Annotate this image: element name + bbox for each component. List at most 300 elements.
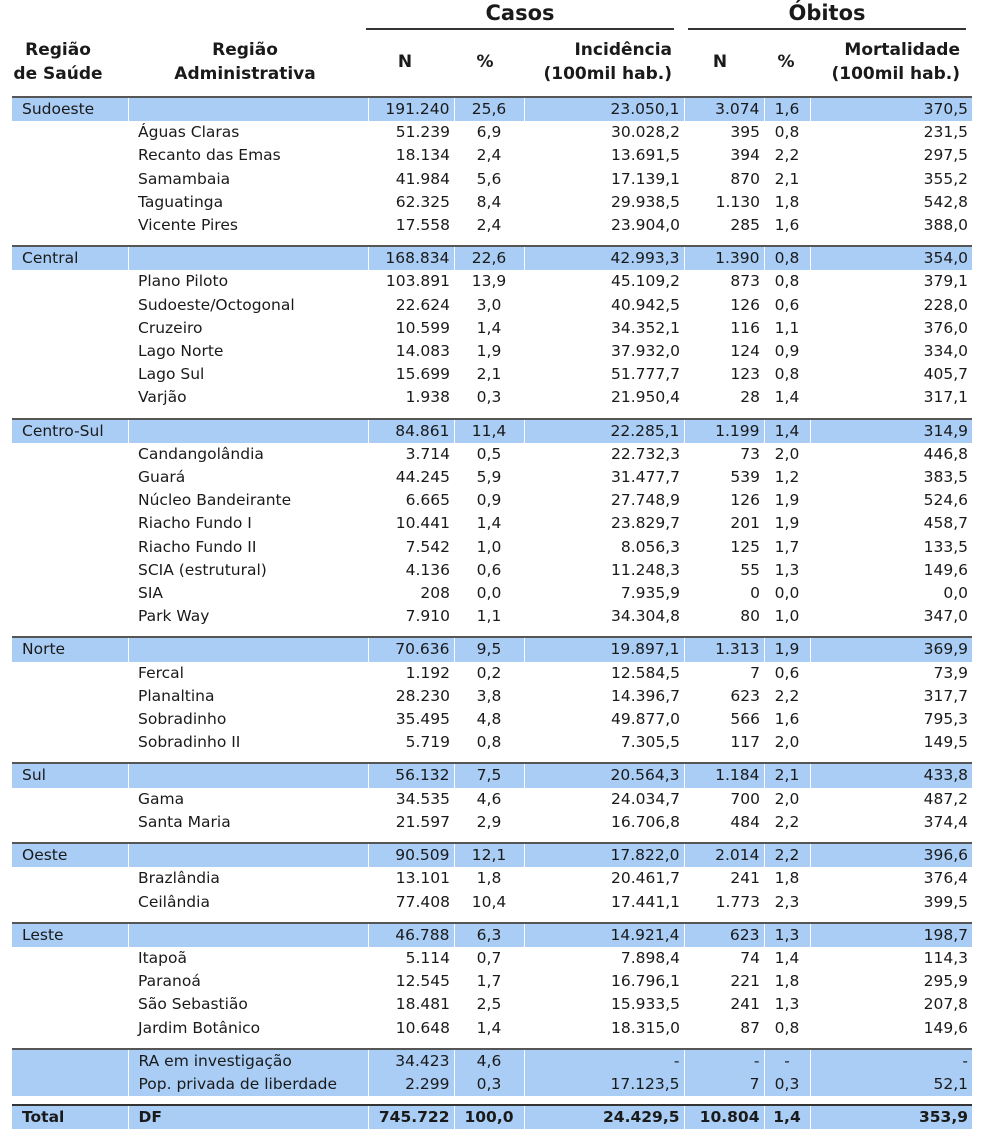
row-region-empty — [12, 386, 128, 409]
group-gap — [12, 628, 972, 637]
row-incidencia: 16.796,1 — [610, 972, 680, 991]
row-mortalidade: 149,6 — [923, 1018, 968, 1037]
region-mortalidade: 354,0 — [810, 246, 972, 270]
ra-name: Santa Maria — [138, 812, 231, 831]
region-casos-n: 168.834 — [368, 246, 454, 270]
row-casos-n: 51.239 — [395, 123, 450, 142]
row-mortalidade: 355,2 — [923, 169, 968, 188]
row-obitos-n: 7 — [750, 663, 760, 682]
row-obitos-pct: 0,8 — [774, 272, 800, 291]
region-casos-n: 70.636 — [368, 637, 454, 661]
row-obitos-pct: 1,0 — [774, 607, 800, 626]
row-casos-pct: 0,9 — [476, 491, 502, 510]
total-row — [12, 1105, 972, 1129]
region-name: Central — [12, 246, 128, 270]
region-name: Sul — [12, 763, 128, 787]
row-casos-pct: 1,7 — [476, 972, 502, 991]
row-obitos-pct: 1,4 — [774, 948, 800, 967]
col-header-casos-n: N — [397, 52, 413, 72]
region-mortalidade: 314,9 — [810, 419, 972, 443]
region-name: Centro-Sul — [12, 419, 128, 443]
region-casos-n: 56.132 — [368, 763, 454, 787]
region-casos-pct: 7,5 — [454, 763, 524, 787]
row-region-empty — [12, 536, 128, 559]
table-row — [12, 536, 972, 559]
row-incidencia: 8.056,3 — [620, 537, 680, 556]
row-obitos-n: 28 — [740, 388, 760, 407]
extra-incidencia: 17.123,5 — [524, 1073, 684, 1096]
table-row — [12, 214, 972, 237]
table-row — [12, 731, 972, 754]
row-region-empty — [12, 708, 128, 731]
row-mortalidade: 795,3 — [923, 710, 968, 729]
table-row — [12, 970, 972, 993]
region-row — [12, 923, 972, 947]
row-incidencia: 34.304,8 — [610, 607, 680, 626]
row-casos-pct: 5,6 — [476, 169, 502, 188]
row-region-empty — [12, 993, 128, 1016]
col-header-obitos-pct: % — [777, 52, 795, 72]
row-casos-n: 77.408 — [395, 892, 450, 911]
row-incidencia: 13.691,5 — [610, 146, 680, 165]
row-obitos-pct: 1,3 — [774, 560, 800, 579]
region-casos-pct: 6,3 — [454, 923, 524, 947]
row-obitos-pct: 0,8 — [774, 1018, 800, 1037]
row-obitos-pct: 2,0 — [774, 789, 800, 808]
row-mortalidade: 388,0 — [923, 216, 968, 235]
row-casos-n: 3.714 — [405, 444, 450, 463]
extra-obitos-pct: 0,3 — [764, 1073, 810, 1096]
row-casos-n: 44.245 — [395, 468, 450, 487]
row-obitos-pct: 2,2 — [774, 812, 800, 831]
table-row — [12, 386, 972, 409]
region-name: Norte — [12, 637, 128, 661]
row-region-empty — [12, 270, 128, 293]
row-casos-pct: 1,1 — [476, 607, 502, 626]
row-casos-n: 7.542 — [405, 537, 450, 556]
extra-mortalidade: 52,1 — [810, 1073, 972, 1096]
row-casos-pct: 1,0 — [476, 537, 502, 556]
group-gap — [12, 754, 972, 763]
row-mortalidade: 376,4 — [923, 869, 968, 888]
row-region-empty — [12, 582, 128, 605]
table-row — [12, 582, 972, 605]
row-obitos-pct: 1,3 — [774, 995, 800, 1014]
region-ra-empty — [128, 637, 368, 661]
row-casos-n: 12.545 — [395, 972, 450, 991]
row-casos-pct: 2,9 — [476, 812, 502, 831]
row-incidencia: 21.950,4 — [610, 388, 680, 407]
extra-obitos-n: - — [684, 1049, 764, 1073]
region-obitos-pct: 2,2 — [764, 843, 810, 867]
region-obitos-n: 1.199 — [684, 419, 764, 443]
row-obitos-pct: 0,8 — [774, 365, 800, 384]
ra-name: Brazlândia — [138, 869, 220, 888]
row-incidencia: 12.584,5 — [610, 663, 680, 682]
row-casos-pct: 1,4 — [476, 514, 502, 533]
total-obitos-n: 10.804 — [684, 1105, 764, 1129]
row-casos-pct: 2,4 — [476, 216, 502, 235]
table-row — [12, 662, 972, 685]
extra-obitos-n: 7 — [684, 1073, 764, 1096]
row-obitos-n: 124 — [730, 342, 760, 361]
total-mortalidade: 353,9 — [810, 1105, 972, 1129]
col-header-obitos-n: N — [712, 52, 728, 72]
row-obitos-pct: 1,9 — [774, 514, 800, 533]
table-row — [12, 317, 972, 340]
region-obitos-pct: 0,8 — [764, 246, 810, 270]
region-name: Oeste — [12, 843, 128, 867]
region-obitos-n: 1.313 — [684, 637, 764, 661]
row-obitos-pct: 1,8 — [774, 192, 800, 211]
row-obitos-pct: 1,7 — [774, 537, 800, 556]
row-mortalidade: 149,5 — [923, 733, 968, 752]
row-obitos-pct: 2,1 — [774, 169, 800, 188]
row-casos-pct: 0,3 — [476, 388, 502, 407]
row-region-empty — [12, 605, 128, 628]
table-row — [12, 443, 972, 466]
row-region-empty — [12, 512, 128, 535]
table-row — [12, 121, 972, 144]
row-mortalidade: 133,5 — [923, 537, 968, 556]
row-obitos-n: 566 — [730, 710, 760, 729]
table-row — [12, 993, 972, 1016]
row-obitos-n: 80 — [740, 607, 760, 626]
row-casos-pct: 0,2 — [476, 663, 502, 682]
row-casos-n: 10.599 — [395, 318, 450, 337]
ra-name: Candangolândia — [138, 444, 264, 463]
region-obitos-n: 1.390 — [684, 246, 764, 270]
row-mortalidade: 458,7 — [923, 514, 968, 533]
table-row — [12, 294, 972, 317]
row-obitos-pct: 1,6 — [774, 216, 800, 235]
region-incidencia: 14.921,4 — [524, 923, 684, 947]
row-obitos-n: 55 — [740, 560, 760, 579]
row-casos-n: 13.101 — [395, 869, 450, 888]
row-incidencia: 17.139,1 — [610, 169, 680, 188]
row-obitos-n: 395 — [730, 123, 760, 142]
table-row — [12, 559, 972, 582]
region-casos-n: 46.788 — [368, 923, 454, 947]
row-obitos-n: 0 — [750, 584, 760, 603]
ra-name: Samambaia — [138, 169, 231, 188]
row-incidencia: 14.396,7 — [610, 686, 680, 705]
ra-name: Cruzeiro — [138, 318, 203, 337]
region-obitos-n: 2.014 — [684, 843, 764, 867]
extra-row — [12, 1049, 972, 1073]
total-incidencia: 24.429,5 — [524, 1105, 684, 1129]
row-mortalidade: 524,6 — [923, 491, 968, 510]
region-obitos-pct: 1,9 — [764, 637, 810, 661]
row-casos-n: 1.192 — [405, 663, 450, 682]
row-obitos-pct: 1,6 — [774, 710, 800, 729]
table-row — [12, 811, 972, 834]
ra-name: Sudoeste/Octogonal — [138, 295, 295, 314]
group-header-casos: Casos — [485, 1, 555, 25]
row-casos-pct: 0,0 — [476, 584, 502, 603]
row-region-empty — [12, 363, 128, 386]
row-region-empty — [12, 1017, 128, 1040]
row-incidencia: 29.938,5 — [610, 192, 680, 211]
ra-name: Sobradinho II — [138, 733, 241, 752]
row-casos-n: 1.938 — [405, 388, 450, 407]
group-underline-obitos — [688, 28, 966, 30]
ra-name: Gama — [138, 789, 185, 808]
row-region-empty — [12, 685, 128, 708]
ra-name: Vicente Pires — [138, 216, 238, 235]
region-casos-n: 191.240 — [368, 97, 454, 121]
extra-ra-name: RA em investigação — [128, 1049, 368, 1073]
row-casos-n: 10.441 — [395, 514, 450, 533]
extra-casos-n: 34.423 — [368, 1049, 454, 1073]
total-casos-n: 745.722 — [368, 1105, 454, 1129]
row-casos-n: 18.481 — [395, 995, 450, 1014]
region-row — [12, 246, 972, 270]
ra-name: Águas Claras — [138, 123, 240, 142]
row-mortalidade: 114,3 — [923, 948, 968, 967]
region-ra-empty — [128, 843, 368, 867]
region-mortalidade: 370,5 — [810, 97, 972, 121]
region-ra-empty — [128, 97, 368, 121]
region-obitos-pct: 1,6 — [764, 97, 810, 121]
row-obitos-n: 221 — [730, 972, 760, 991]
table-row — [12, 168, 972, 191]
table-row — [12, 340, 972, 363]
row-casos-n: 14.083 — [395, 342, 450, 361]
row-casos-pct: 4,8 — [476, 710, 502, 729]
extra-row — [12, 1073, 972, 1096]
row-mortalidade: 374,4 — [923, 812, 968, 831]
row-casos-pct: 13,9 — [471, 272, 507, 291]
group-gap — [12, 914, 972, 923]
region-casos-pct: 25,6 — [454, 97, 524, 121]
table-row — [12, 1017, 972, 1040]
row-obitos-pct: 1,9 — [774, 491, 800, 510]
row-casos-pct: 1,4 — [476, 318, 502, 337]
row-incidencia: 34.352,1 — [610, 318, 680, 337]
row-incidencia: 11.248,3 — [610, 560, 680, 579]
row-region-empty — [12, 443, 128, 466]
row-mortalidade: 207,8 — [923, 995, 968, 1014]
table-row — [12, 363, 972, 386]
table-row — [12, 947, 972, 970]
row-incidencia: 23.829,7 — [610, 514, 680, 533]
row-obitos-n: 73 — [740, 444, 760, 463]
row-casos-pct: 0,8 — [476, 733, 502, 752]
row-casos-pct: 2,4 — [476, 146, 502, 165]
row-mortalidade: 317,7 — [923, 686, 968, 705]
region-row — [12, 637, 972, 661]
region-casos-pct: 9,5 — [454, 637, 524, 661]
row-mortalidade: 317,1 — [923, 388, 968, 407]
row-mortalidade: 405,7 — [923, 365, 968, 384]
region-mortalidade: 198,7 — [810, 923, 972, 947]
table-row — [12, 191, 972, 214]
ra-name: Varjão — [138, 388, 187, 407]
row-casos-n: 62.325 — [395, 192, 450, 211]
row-obitos-pct: 1,4 — [774, 388, 800, 407]
ra-name: Guará — [138, 468, 186, 487]
region-obitos-pct: 1,3 — [764, 923, 810, 947]
region-obitos-n: 3.074 — [684, 97, 764, 121]
ra-name: Itapoã — [138, 948, 187, 967]
row-mortalidade: 399,5 — [923, 892, 968, 911]
row-region-empty — [12, 731, 128, 754]
row-mortalidade: 379,1 — [923, 272, 968, 291]
row-region-empty — [12, 947, 128, 970]
table-row — [12, 512, 972, 535]
ra-name: Planaltina — [138, 686, 215, 705]
ra-name: Riacho Fundo II — [138, 537, 257, 556]
row-obitos-n: 484 — [730, 812, 760, 831]
region-incidencia: 19.897,1 — [524, 637, 684, 661]
total-casos-pct: 100,0 — [454, 1105, 524, 1129]
row-obitos-pct: 2,0 — [774, 733, 800, 752]
region-incidencia: 23.050,1 — [524, 97, 684, 121]
row-region-empty — [12, 340, 128, 363]
group-gap — [12, 237, 972, 246]
extra-ra-name: Pop. privada de liberdade — [128, 1073, 368, 1096]
ra-name: Ceilândia — [138, 892, 210, 911]
row-mortalidade: 487,2 — [923, 789, 968, 808]
row-incidencia: 7.305,5 — [620, 733, 680, 752]
ra-name: Plano Piloto — [138, 272, 229, 291]
region-ra-empty — [128, 923, 368, 947]
row-mortalidade: 149,6 — [923, 560, 968, 579]
region-incidencia: 17.822,0 — [524, 843, 684, 867]
ra-name: Fercal — [138, 663, 184, 682]
ra-name: Paranoá — [138, 972, 201, 991]
region-casos-n: 84.861 — [368, 419, 454, 443]
row-obitos-n: 1.773 — [715, 892, 760, 911]
row-mortalidade: 228,0 — [923, 295, 968, 314]
row-obitos-pct: 2,2 — [774, 686, 800, 705]
region-casos-pct: 22,6 — [454, 246, 524, 270]
region-row — [12, 97, 972, 121]
total-ra: DF — [128, 1105, 368, 1129]
row-region-empty — [12, 144, 128, 167]
region-incidencia: 20.564,3 — [524, 763, 684, 787]
region-row — [12, 763, 972, 787]
region-casos-n: 90.509 — [368, 843, 454, 867]
table-row — [12, 685, 972, 708]
ra-name: Jardim Botânico — [138, 1018, 261, 1037]
row-region-empty — [12, 214, 128, 237]
col-header-regiao-administrativa: Região Administrativa — [174, 40, 316, 84]
row-casos-n: 28.230 — [395, 686, 450, 705]
row-obitos-n: 126 — [730, 295, 760, 314]
ra-name: Lago Norte — [138, 342, 224, 361]
row-incidencia: 30.028,2 — [610, 123, 680, 142]
row-region-empty — [12, 788, 128, 811]
col-header-incidencia: Incidência (100mil hab.) — [543, 40, 672, 84]
row-incidencia: 16.706,8 — [610, 812, 680, 831]
total-label: Total — [12, 1105, 128, 1129]
row-obitos-pct: 1,2 — [774, 468, 800, 487]
region-obitos-n: 1.184 — [684, 763, 764, 787]
row-obitos-n: 870 — [730, 169, 760, 188]
row-casos-pct: 3,8 — [476, 686, 502, 705]
group-header-obitos: Óbitos — [788, 1, 866, 25]
extra-incidencia: - — [524, 1049, 684, 1073]
extra-region-empty — [12, 1049, 128, 1073]
covid-table — [12, 96, 972, 1129]
extra-mortalidade: - — [810, 1049, 972, 1073]
row-obitos-n: 873 — [730, 272, 760, 291]
row-casos-n: 17.558 — [395, 216, 450, 235]
row-region-empty — [12, 294, 128, 317]
row-incidencia: 22.732,3 — [610, 444, 680, 463]
col-header-regiao-saude: Região de Saúde — [13, 40, 103, 84]
region-mortalidade: 369,9 — [810, 637, 972, 661]
extra-region-empty — [12, 1073, 128, 1096]
row-casos-pct: 8,4 — [476, 192, 502, 211]
row-obitos-n: 74 — [740, 948, 760, 967]
row-casos-n: 21.597 — [395, 812, 450, 831]
row-obitos-pct: 0,9 — [774, 342, 800, 361]
region-row — [12, 419, 972, 443]
row-casos-n: 5.114 — [405, 948, 450, 967]
region-incidencia: 22.285,1 — [524, 419, 684, 443]
row-obitos-n: 1.130 — [715, 192, 760, 211]
row-incidencia: 23.904,0 — [610, 216, 680, 235]
row-casos-n: 22.624 — [395, 295, 450, 314]
ra-name: Riacho Fundo I — [138, 514, 252, 533]
row-incidencia: 31.477,7 — [610, 468, 680, 487]
row-obitos-n: 394 — [730, 146, 760, 165]
ra-name: Lago Sul — [138, 365, 205, 384]
region-row — [12, 843, 972, 867]
row-region-empty — [12, 811, 128, 834]
total-obitos-pct: 1,4 — [764, 1105, 810, 1129]
row-casos-n: 15.699 — [395, 365, 450, 384]
table-row — [12, 891, 972, 914]
row-incidencia: 45.109,2 — [610, 272, 680, 291]
region-ra-empty — [128, 419, 368, 443]
row-region-empty — [12, 121, 128, 144]
row-obitos-pct: 0,8 — [774, 123, 800, 142]
row-mortalidade: 347,0 — [923, 607, 968, 626]
row-obitos-n: 117 — [730, 733, 760, 752]
row-obitos-n: 116 — [730, 318, 760, 337]
row-incidencia: 15.933,5 — [610, 995, 680, 1014]
row-casos-n: 7.910 — [405, 607, 450, 626]
row-region-empty — [12, 168, 128, 191]
row-obitos-pct: 1,8 — [774, 869, 800, 888]
table-row — [12, 708, 972, 731]
row-incidencia: 7.898,4 — [620, 948, 680, 967]
table-row — [12, 466, 972, 489]
row-obitos-n: 125 — [730, 537, 760, 556]
row-region-empty — [12, 191, 128, 214]
ra-name: São Sebastião — [138, 995, 248, 1014]
region-mortalidade: 433,8 — [810, 763, 972, 787]
row-mortalidade: 383,5 — [923, 468, 968, 487]
row-mortalidade: 295,9 — [923, 972, 968, 991]
row-incidencia: 27.748,9 — [610, 491, 680, 510]
row-mortalidade: 376,0 — [923, 318, 968, 337]
row-obitos-pct: 0,6 — [774, 295, 800, 314]
row-obitos-n: 123 — [730, 365, 760, 384]
row-casos-pct: 1,9 — [476, 342, 502, 361]
region-ra-empty — [128, 246, 368, 270]
row-incidencia: 18.315,0 — [610, 1018, 680, 1037]
row-casos-n: 10.648 — [395, 1018, 450, 1037]
row-casos-pct: 3,0 — [476, 295, 502, 314]
row-obitos-n: 201 — [730, 514, 760, 533]
row-incidencia: 40.942,5 — [610, 295, 680, 314]
region-obitos-n: 623 — [684, 923, 764, 947]
